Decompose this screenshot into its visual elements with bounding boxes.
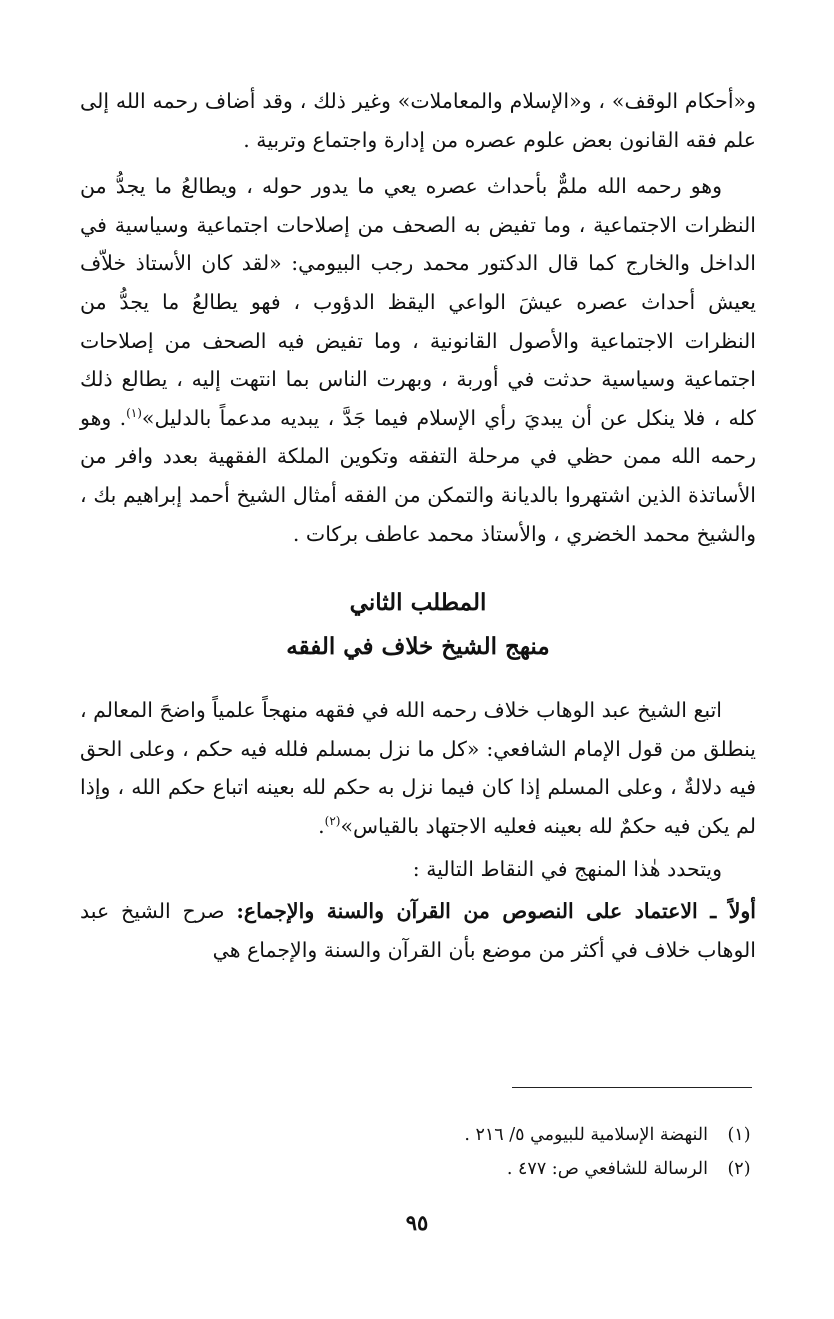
footnotes	[80, 1118, 756, 1186]
footnote-ref-2: (٢)	[324, 814, 341, 829]
paragraph-4: ويتحدد هٰذا المنهج في النقاط التالية :	[412, 856, 722, 881]
page-number: ٩٥	[405, 1210, 429, 1235]
section-heading: المطلب الثاني	[349, 589, 487, 617]
footnote-2	[80, 1152, 756, 1186]
footnote-2-number: (٢)	[727, 1159, 751, 1179]
paragraph-2	[80, 167, 756, 553]
paragraph-5	[80, 892, 756, 969]
footnote-2-text: الرسالة للشافعي ص: ٤٧٧ .	[506, 1159, 708, 1179]
paragraph-1: و«أحكام الوقف» ، و«الإسلام والمعاملات» وغير ذلك ، وقد أضاف رحمه الله إلى علم فقه القانون بعض علوم عصره من إدارة واجتماع وتربية .	[80, 89, 756, 152]
footnote-ref-1: (١)	[126, 405, 142, 420]
point-one-title: أولاً ـ الاعتماد على النصوص من القرآن والسنة والإجماع:	[236, 899, 757, 924]
paragraph-3-end: .	[318, 813, 325, 838]
footnote-1	[80, 1118, 756, 1152]
paragraph-3-text: اتبع الشيخ عبد الوهاب خلاف رحمه الله في فقهه منهجاً علمياً واضحَ المعالم ، ينطلق من قول الإمام الشافعي: «كل ما نزل بمسلم فلله فيه حكم ، وعلى الحق فيه دلالةٌ ، وعلى المسلم إذا كان فيما نزل به حكم لله بعينه اتباع حكم الله ، وإذا لم يكن فيه حكمٌ لله بعينه فعليه الاجتهاد بالقياس»	[80, 698, 756, 838]
paragraph-2-text: وهو رحمه الله ملمٌّ بأحداث عصره يعي ما يدور حوله ، ويطالعُ ما يجدُّ من النظرات الاجتماعية ، وما تفيض به الصحف من إصلاحات اجتماعية وسياسية في الداخل والخارج كما قال الدكتور محمد رجب البيومي: «لقد كان الأستاذ خلاّف يعيش أحداث عصره عيشَ الواعي اليقظ الدؤوب ، فهو يطالعُ ما يجدُّ من النظرات الاجتماعية والأصول القانونية ، وما تفيض فيه الصحف من إصلاحات اجتماعية وسياسية حدثت في أوربة ، وبهرت الناس بما انتهت إليه ، يطالع ذلك كله ، فلا ينكل عن أن يبديَ رأي الإسلام فيما جَدَّ ، يبديه مدعماً بالدليل»	[80, 174, 756, 430]
page-body	[80, 82, 756, 969]
paragraph-3	[80, 691, 756, 845]
point-one-text: صرح الشيخ عبد الوهاب خلاف في أكثر من موضع بأن القرآن والسنة والإجماع هي	[80, 899, 756, 962]
section-subheading: منهج الشيخ خلاف في الفقه	[286, 633, 550, 661]
footnote-1-text: النهضة الإسلامية للبيومي ٥/ ٢١٦ .	[464, 1125, 708, 1145]
footnote-1-number: (١)	[727, 1125, 751, 1145]
section-headings	[80, 581, 756, 669]
footnote-divider	[512, 1087, 752, 1088]
paragraph-2-continuation: . وهو رحمه الله ممن حظي في مرحلة التفقه وتكوين الملكة الفقهية بعدد وافر من الأساتذة الذين اشتهروا بالديانة والتمكن من الفقه أمثال الشيخ أحمد إبراهيم بك ، والشيخ محمد الخضري ، والأستاذ محمد عاطف بركات .	[80, 405, 756, 546]
